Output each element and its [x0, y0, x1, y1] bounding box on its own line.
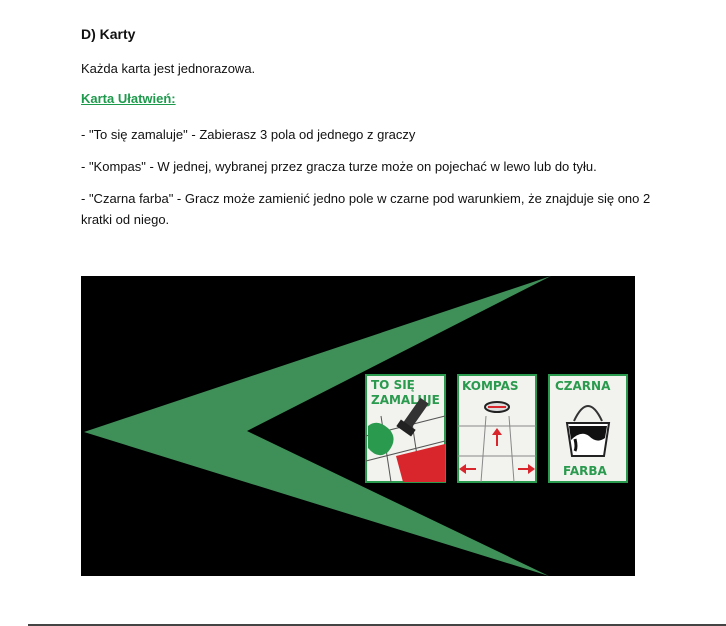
- cards-subheading-link[interactable]: Karta Ułatwień:: [81, 91, 176, 106]
- section-heading: D) Karty: [81, 26, 136, 42]
- card-title-line2: ZAMALUJE: [371, 393, 440, 407]
- bullet-item: - "Kompas" - W jednej, wybranej przez gracza turze może on pojechać w lewo lub do tyłu.: [81, 159, 597, 174]
- cards-illustration-svg: [81, 276, 635, 576]
- cards-illustration: [81, 276, 635, 576]
- card-title-line1: TO SIĘ: [371, 378, 415, 392]
- card-to-sie-zamaluje: [366, 375, 445, 482]
- intro-text: Każda karta jest jednorazowa.: [81, 61, 256, 76]
- card-czarna-farba: [549, 375, 627, 482]
- card-title-line1: CZARNA: [555, 379, 611, 393]
- card-title-line1: KOMPAS: [462, 379, 519, 393]
- bullet-item: - "Czarna farba" - Gracz może zamienić jedno pole w czarne pod warunkiem, że znajduje się ono 2 kratki od niego.: [81, 191, 651, 227]
- bullet-item: - "To się zamaluje" - Zabierasz 3 pola od jednego z graczy: [81, 127, 416, 142]
- card-kompas: [458, 375, 536, 482]
- card-title-line2: FARBA: [563, 464, 607, 478]
